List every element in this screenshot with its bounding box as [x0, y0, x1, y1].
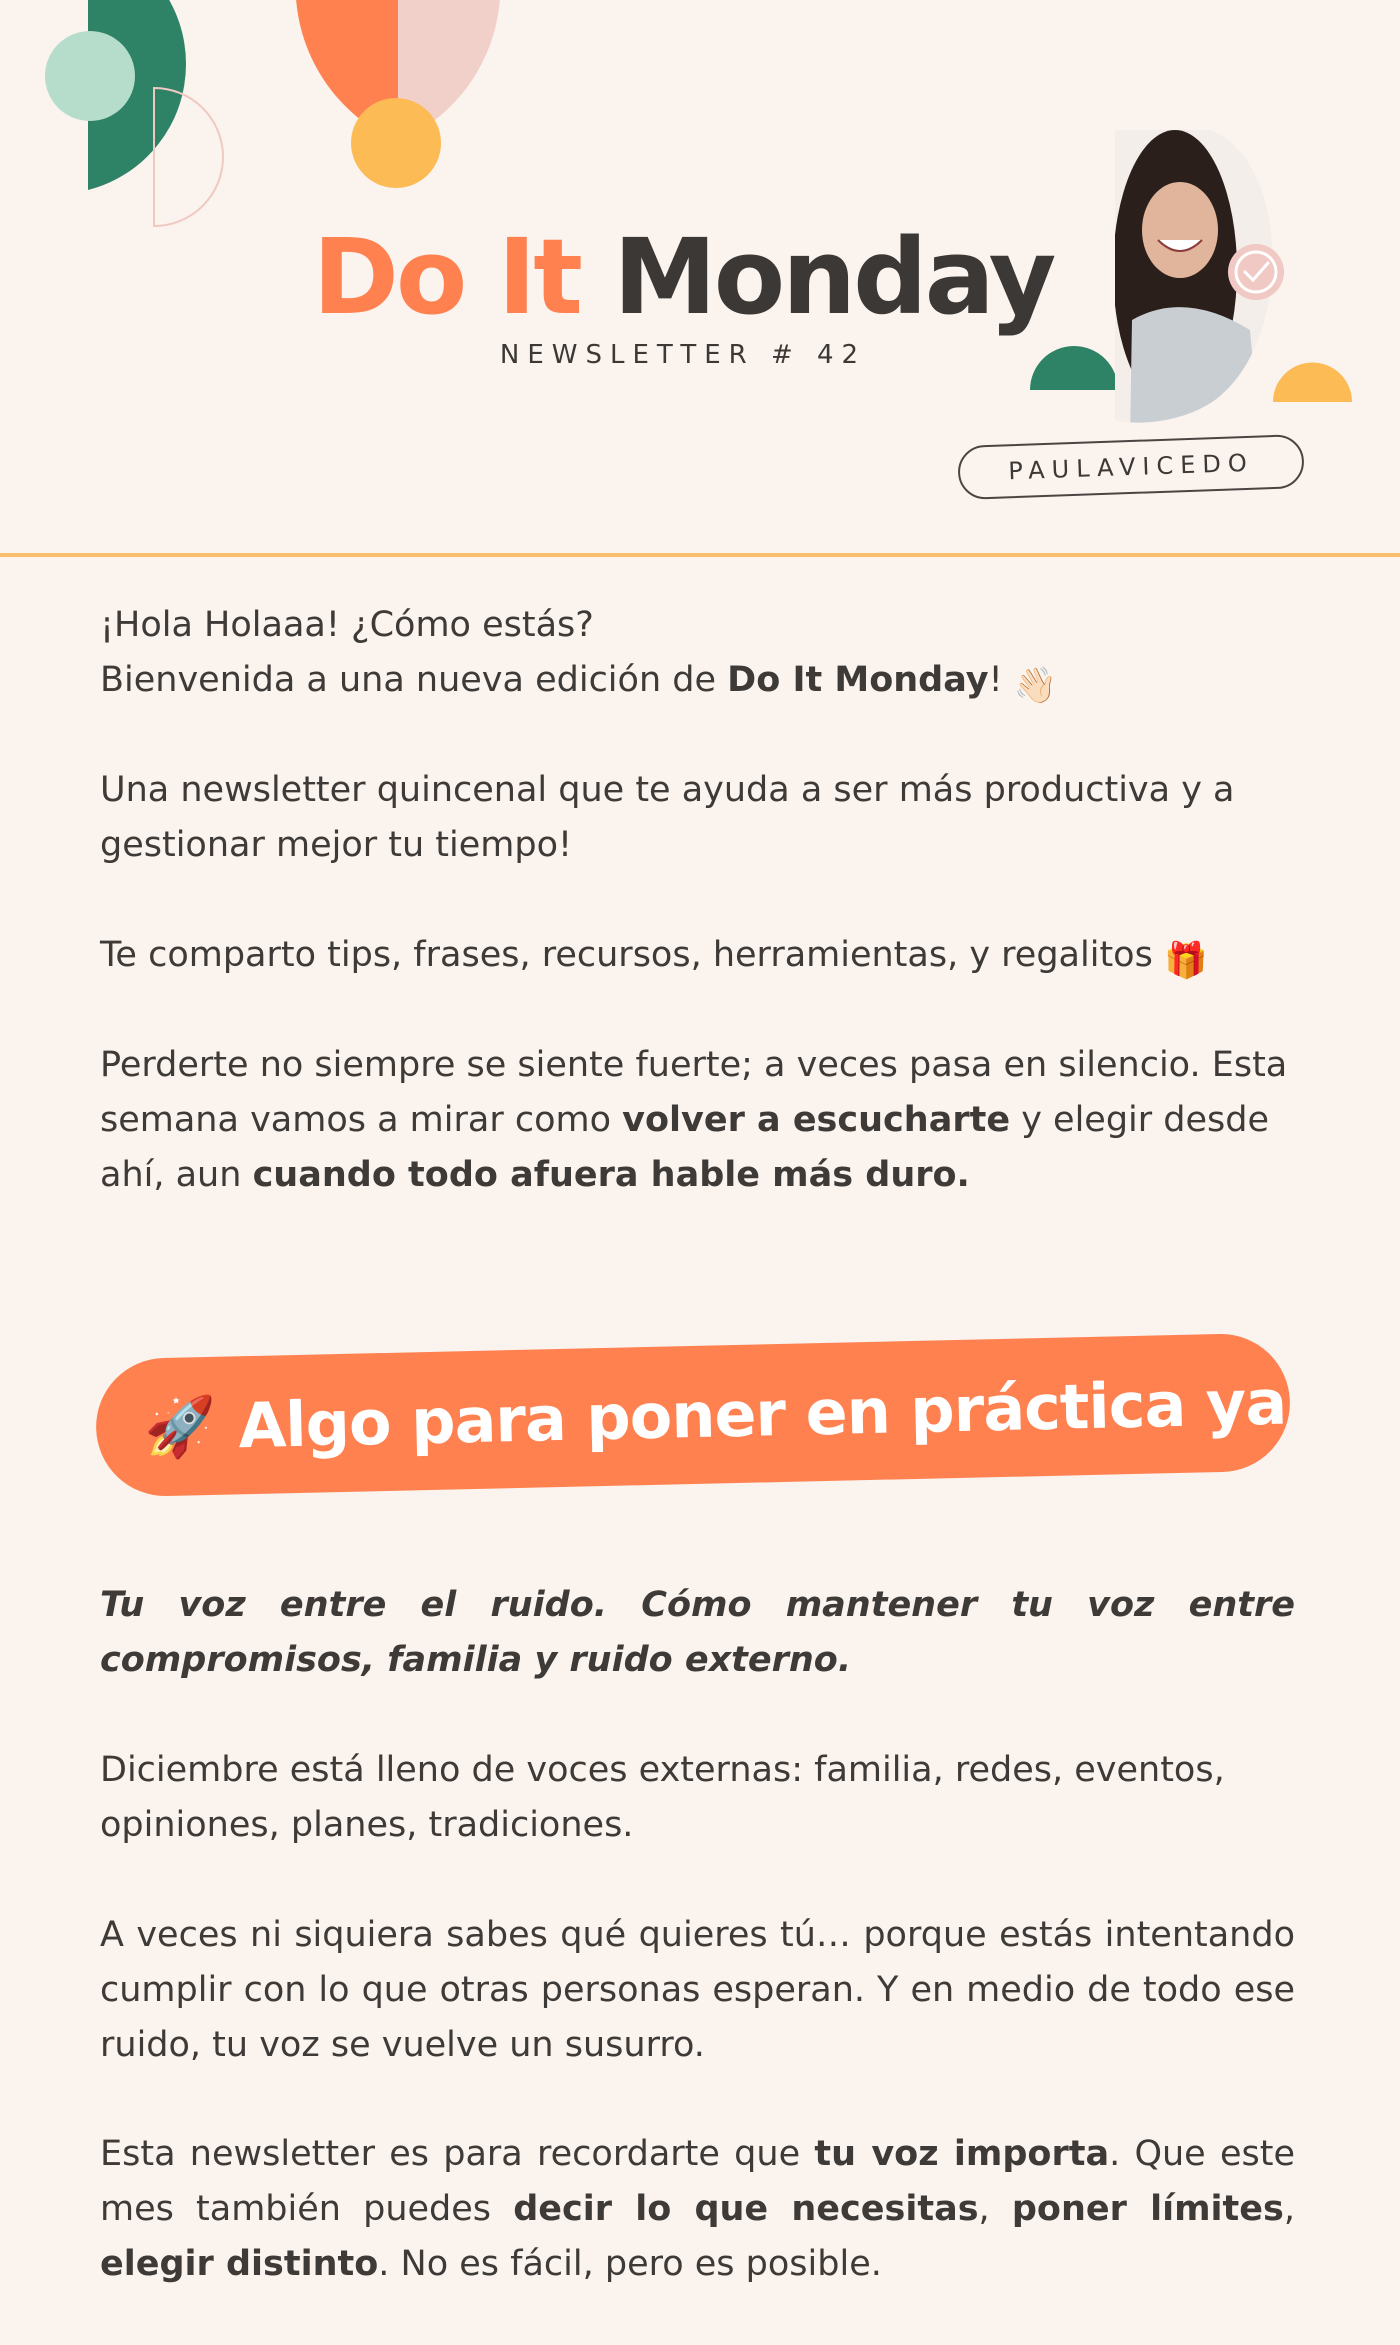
- newsletter-issue: NEWSLETTER # 42: [499, 340, 867, 370]
- waving-hand-icon: 👋🏻: [1013, 666, 1058, 706]
- p3-text-f: . No es fácil, pero es posible.: [378, 2244, 882, 2284]
- welcome-prefix: Bienvenida a una nueva edición de: [100, 660, 717, 700]
- theme-bold-2: cuando todo afuera hable más duro.: [252, 1155, 970, 1195]
- intro-share-paragraph: [100, 928, 1295, 989]
- newsletter-header: [0, 0, 1400, 558]
- share-text: Te comparto tips, frases, recursos, herramientas, y regalitos: [100, 935, 1153, 975]
- section-paragraph-2: A veces ni siquiera sabes qué quieres tú… porque estás intentando cumplir con lo que otras personas esperan. Y en medio de todo ese ruido, tu voz se vuelve un susurro.: [100, 1915, 1295, 2065]
- section-subtitle: Tu voz entre el ruido. Cómo mantener tu voz entre compromisos, familia y ruido externo.: [100, 1585, 1295, 1680]
- intro-theme-paragraph: [100, 1038, 1300, 1203]
- author-portrait-icon: [1020, 120, 1360, 460]
- p3-bold-2: decir lo que necesitas: [513, 2189, 979, 2229]
- p3-text-a: Esta newsletter es para recordarte que: [100, 2134, 801, 2174]
- author-name-badge: PAULAVICEDO: [957, 434, 1305, 500]
- theme-bold-1: volver a escucharte: [622, 1100, 1011, 1140]
- welcome-brand: Do It Monday: [727, 660, 989, 700]
- section-banner: [95, 1332, 1292, 1497]
- p3-text-c: . Que este mes también puedes: [100, 2134, 1295, 2229]
- welcome-suffix: !: [988, 660, 1003, 700]
- title-accent: Do It: [312, 216, 580, 338]
- intro-about-paragraph: Una newsletter quincenal que te ayuda a ser más productiva y a gestionar mejor tu tiempo!: [100, 770, 1235, 865]
- p3-bold-3: poner límites: [1011, 2189, 1284, 2229]
- intro-greeting-paragraph: [100, 598, 1295, 714]
- header-divider: [0, 553, 1400, 557]
- p3-bold-1: tu voz importa: [814, 2134, 1110, 2174]
- theme-text-2: y elegir desde ahí, aun: [100, 1100, 1270, 1195]
- p3-text-e: ,: [1283, 2189, 1295, 2229]
- decorative-shapes-icon: [0, 0, 600, 240]
- p3-bold-4: elegir distinto: [100, 2244, 379, 2284]
- section-paragraph-1: Diciembre está lleno de voces externas: familia, redes, eventos, opiniones, planes, tradiciones.: [100, 1750, 1225, 1845]
- p3-text-d: ,: [978, 2189, 990, 2229]
- section-paragraph-3: [100, 2127, 1295, 2292]
- theme-text-1: Perderte no siempre se siente fuerte; a veces pasa en silencio. Esta semana vamos a mirar como: [100, 1045, 1288, 1140]
- gift-icon: 🎁: [1163, 941, 1208, 981]
- rocket-icon: 🚀: [143, 1391, 218, 1461]
- welcome-line: [100, 653, 1295, 714]
- title-main: Monday: [613, 216, 1054, 338]
- greeting-text: ¡Hola Holaaa! ¿Cómo estás?: [100, 605, 594, 645]
- section-title: Algo para poner en práctica ya: [237, 1365, 1287, 1462]
